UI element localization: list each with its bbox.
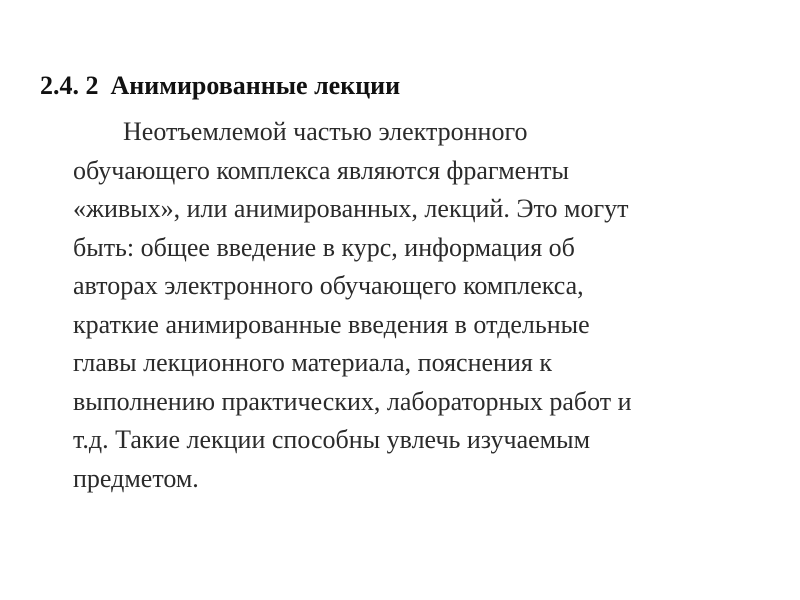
paragraph-line: главы лекционного материала, пояснения к [73,348,552,377]
section-title: Анимированные лекции [110,71,401,100]
paragraph-line: быть: общее введение в курс, информация об [73,232,575,262]
section-heading [40,70,400,102]
paragraph-line: авторах электронного обучающего комплекса, [73,271,584,300]
paragraph-line: краткие анимированные введения в отдельные [73,309,590,339]
body-paragraph [73,113,773,498]
paragraph-line: «живых», или анимированных, лекций. Это могут [73,194,629,223]
paragraph-line: выполнению практических, лабораторных работ и [73,386,632,416]
section-number: 2.4. 2 [40,71,99,100]
paragraph-line: обучающего комплекса являются фрагменты [73,155,569,185]
paragraph-line: предметом. [73,463,199,493]
paragraph-line: т.д. Такие лекции способны увлечь изучаемым [73,425,591,454]
paragraph-line: Неотъемлемой частью электронного [123,117,528,146]
